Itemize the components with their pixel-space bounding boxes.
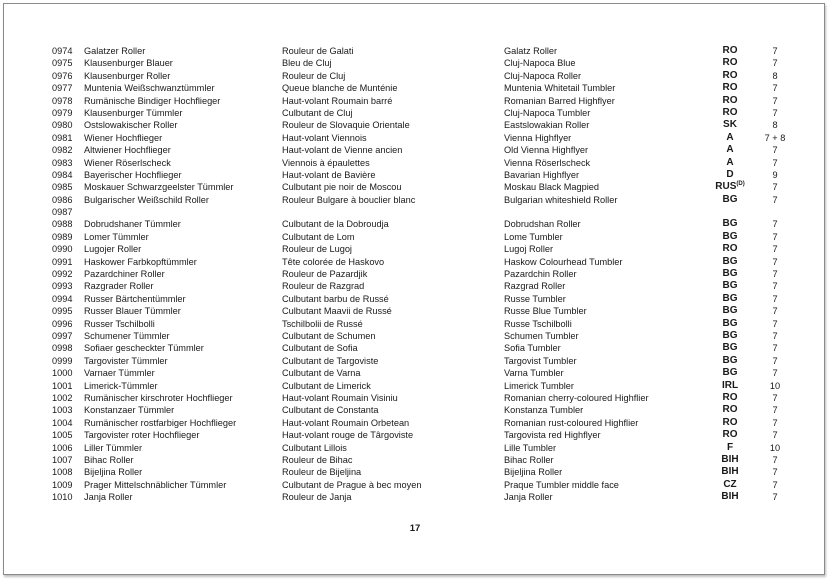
german-name: Moskauer Schwarzgeelster Tümmler [84,182,234,193]
english-name: Bavarian Highflyer [504,169,580,180]
country-code-text: BG [722,255,738,267]
country-code-text: RO [722,404,738,416]
breed-number: 0985 [52,182,73,193]
country-code-text: IRL [721,379,739,391]
english-name: Sofia Tumbler [504,343,561,354]
table-row [52,194,792,206]
french-name: Rouleur de Cluj [282,70,346,81]
breed-number: 1002 [52,392,73,403]
table-row [52,305,792,317]
table-row [52,132,792,144]
country-code [702,268,758,280]
german-name: Konstanzaer Tümmler [84,405,175,416]
group-number: 7 [772,405,778,416]
table-row [52,95,792,107]
group-number: 10 [769,380,781,391]
group-number: 7 [772,58,778,69]
french-name: Haut-volant de Bavière [282,169,376,180]
table-row [52,417,792,429]
table-row [52,479,792,491]
country-code [702,293,758,305]
country-code-text: RO [722,82,738,94]
breed-number: 0976 [52,70,73,81]
table-row [52,342,792,354]
country-code-text: BG [722,193,738,205]
french-name: Culbutant de Constanta [282,405,379,416]
german-name: Schumener Tümmler [84,330,170,341]
breed-number: 1006 [52,442,73,453]
page-number: 17 [409,523,421,534]
country-code [702,404,758,416]
country-code-text: BG [722,218,738,230]
country-code-text: BIH [721,491,739,503]
breed-number: 0999 [52,355,73,366]
french-name: Culbutant pie noir de Moscou [282,182,402,193]
french-name: Rouleur de Galati [282,46,354,56]
breed-number: 1001 [52,380,73,391]
breed-number: 1003 [52,405,73,416]
country-code [702,442,758,454]
table-row [52,355,792,367]
table-row [52,181,792,193]
english-name: Konstanza Tumbler [504,405,584,416]
english-name: Romanian rust-coloured Highflier [504,417,639,428]
english-name [504,206,702,218]
country-code-text: CZ [723,478,737,490]
country-code-text: BG [722,329,738,341]
country-code [702,194,758,206]
country-code [702,57,758,69]
breed-number: 0992 [52,269,73,280]
english-name: Targovista red Highflyer [504,430,601,441]
table-row [52,157,792,169]
breed-number: 0986 [52,194,73,205]
german-name: Klausenburger Roller [84,70,171,81]
group-number: 7 [772,392,778,403]
german-name: Lugojer Roller [84,244,142,255]
group-number: 7 [772,318,778,329]
group-number: 7 [772,306,778,317]
country-code [702,95,758,107]
country-code [702,466,758,478]
french-name: Culbutant de Sofia [282,343,358,354]
country-code [702,305,758,317]
country-code-text: RO [722,94,738,106]
french-name: Rouleur Bulgare à bouclier blanc [282,194,416,205]
german-name: Janja Roller [84,492,133,503]
german-name: Liller Tümmler [84,442,143,453]
breed-number: 0994 [52,293,73,304]
english-name: Vienna Röserlscheck [504,157,591,168]
table-row [52,119,792,131]
table-row [52,144,792,156]
table-row [52,293,792,305]
table-row [52,404,792,416]
country-code [702,417,758,429]
country-code [702,355,758,367]
french-name: Rouleur de Slovaquie Orientale [282,120,410,131]
country-code-text: BG [722,367,738,379]
german-name: Galatzer Roller [84,46,146,56]
table-row [52,70,792,82]
group-number: 7 [772,417,778,428]
english-name: Muntenia Whitetail Tumbler [504,83,616,94]
breed-number: 0981 [52,132,73,143]
breed-number: 0974 [52,46,73,56]
german-name: Russer Tschilbolli [84,318,155,329]
french-name: Viennois à épaulettes [282,157,370,168]
country-code [702,454,758,466]
french-name: Culbutant de Prague à bec moyen [282,479,422,490]
french-name: Rouleur de Lugoj [282,244,352,255]
german-name: Rumänischer kirschroter Hochflieger [84,392,233,403]
group-number: 7 [772,368,778,379]
country-code-text: BG [722,230,738,242]
table-row [52,380,792,392]
breed-number: 0975 [52,58,73,69]
country-code-text: RO [722,391,738,403]
breed-number: 0979 [52,107,73,118]
english-name: Praque Tumbler middle face [504,479,619,490]
german-name: Wiener Röserlscheck [84,157,171,168]
country-code-text: BG [722,342,738,354]
group-number: 7 [772,145,778,156]
country-code [702,367,758,379]
country-code [702,119,758,131]
country-code [702,82,758,94]
country-code-text: A [726,156,734,168]
group-number: 7 [772,244,778,255]
country-code-text: RO [722,429,738,441]
english-name: Targovist Tumbler [504,355,577,366]
group-number: 7 [772,454,778,465]
country-code-text: BG [722,317,738,329]
group-number: 7 [772,157,778,168]
french-name: Queue blanche de Munténie [282,83,398,94]
english-name: Haskow Colourhead Tumbler [504,256,623,267]
english-name: Limerick Tumbler [504,380,574,391]
country-code-text: BIH [721,466,739,478]
country-code [702,243,758,255]
german-name: Rumänischer rostfarbiger Hochflieger [84,417,237,428]
table-row [52,280,792,292]
group-number: 7 [772,83,778,94]
french-name: Rouleur de Bihac [282,454,353,465]
country-footnote: (D) [736,181,745,188]
table-row [52,367,792,379]
german-name: Muntenia Weißschwanztümmler [84,83,215,94]
country-code [702,380,758,392]
french-name: Haut-volant de Vienne ancien [282,145,403,156]
english-name: Cluj-Napoca Roller [504,70,582,81]
german-name: Wiener Hochflieger [84,132,163,143]
table-row [52,231,792,243]
country-code [702,70,758,82]
group-number: 7 [772,430,778,441]
group-number: 7 [772,269,778,280]
german-name: Bayerischer Hochflieger [84,169,182,180]
country-code [702,231,758,243]
table-row [52,442,792,454]
table-row [52,491,792,503]
french-name: Culbutant de Varna [282,368,361,379]
country-code [702,280,758,292]
table-row [52,206,792,218]
group-number: 9 [772,169,778,180]
table-row [52,268,792,280]
breed-number: 1009 [52,479,73,490]
country-code [702,132,758,144]
english-name: Galatz Roller [504,46,558,56]
table-row [52,318,792,330]
german-name: Altwiener Hochflieger [84,145,171,156]
country-code [702,256,758,268]
country-code-text: BIH [721,453,739,465]
breed-number: 1004 [52,417,73,428]
german-name: Klausenburger Tümmler [84,107,183,118]
breed-number: 1007 [52,454,73,465]
country-code [702,330,758,342]
breed-number: 0988 [52,219,73,230]
english-name: Dobrudshan Roller [504,219,581,230]
german-name [84,206,282,218]
german-name: Bulgarischer Weißschild Roller [84,194,209,205]
breed-number: 0987 [52,207,73,218]
english-name: Romanian cherry-coloured Highflier [504,392,649,403]
country-code [702,206,758,218]
french-name: Culbutant de Schumen [282,330,376,341]
breed-number: 0984 [52,169,73,180]
group-number: 7 + 8 [764,132,786,143]
german-name: Targovister roter Hochflieger [84,430,200,441]
french-name: Haut-volant Roumain barré [282,95,393,106]
table-row [52,256,792,268]
german-name: Sofiaer gescheckter Tümmler [84,343,204,354]
french-name: Tschilbolii de Russé [282,318,363,329]
table-row [52,107,792,119]
country-code-text: SK [723,119,737,131]
english-name: Bihac Roller [504,454,554,465]
french-name: Haut-volant Roumain Orbetean [282,417,410,428]
group-number: 7 [772,343,778,354]
german-name: Haskower Farbkopftümmler [84,256,197,267]
country-code [702,107,758,119]
country-code [702,45,758,57]
table-row [52,218,792,230]
french-name: Rouleur de Janja [282,492,352,503]
country-code-text: RO [722,57,738,69]
german-name: Pazardchiner Roller [84,269,165,280]
country-code [702,144,758,156]
english-name: Russe Tschilbolli [504,318,572,329]
country-code [702,342,758,354]
group-number: 7 [772,194,778,205]
group-number: 7 [772,492,778,503]
breed-number: 1010 [52,492,73,503]
group-number: 8 [772,120,778,131]
country-code-text: RO [722,45,738,56]
english-name: Pazardchin Roller [504,269,577,280]
country-code-text: BG [722,268,738,280]
breed-number: 1000 [52,368,73,379]
breed-number: 0998 [52,343,73,354]
group-number: 7 [772,467,778,478]
english-name: Janja Roller [504,492,553,503]
english-name: Lille Tumbler [504,442,557,453]
english-name: Lome Tumbler [504,231,563,242]
table-row [52,57,792,69]
french-name: Culbutant barbu de Russé [282,293,389,304]
german-name: Prager Mittelschnäblicher Tümmler [84,479,227,490]
english-name: Vienna Highflyer [504,132,572,143]
french-name: Haut-volant Viennois [282,132,367,143]
country-code [702,318,758,330]
french-name: Culbutant de Cluj [282,107,353,118]
french-name: Culbutant Lillois [282,442,347,453]
breed-number: 0978 [52,95,73,106]
country-code-text: A [726,131,734,143]
french-name: Bleu de Cluj [282,58,332,69]
table-row [52,429,792,441]
english-name: Russe Tumbler [504,293,566,304]
table-row [52,330,792,342]
table-row [52,45,792,57]
breed-number: 0991 [52,256,73,267]
breed-number: 0983 [52,157,73,168]
country-code-text: A [726,144,734,156]
table-row [52,169,792,181]
english-name: Bulgarian whiteshield Roller [504,194,618,205]
group-number: 7 [772,330,778,341]
country-code [702,181,758,193]
breed-number: 0980 [52,120,73,131]
group-number: 10 [769,442,781,453]
german-name: Limerick-Tümmler [84,380,158,391]
breed-number: 0993 [52,281,73,292]
country-code [702,479,758,491]
breed-number: 0977 [52,83,73,94]
german-name: Bihac Roller [84,454,134,465]
german-name: Varnaer Tümmler [84,368,155,379]
country-code-text: BG [722,354,738,366]
english-name: Moskau Black Magpied [504,182,599,193]
country-code [702,392,758,404]
breed-number: 0995 [52,306,73,317]
group-number: 7 [772,182,778,193]
french-name: Rouleur de Pazardjik [282,269,368,280]
country-code-text: RO [722,106,738,118]
english-name: Russe Blue Tumbler [504,306,587,317]
breed-number: 0989 [52,231,73,242]
french-name: Rouleur de Bijeljina [282,467,362,478]
french-name: Culbutant Maavii de Russé [282,306,392,317]
german-name: Russer Blauer Tümmler [84,306,181,317]
german-name: Klausenburger Blauer [84,58,173,69]
english-name: Bijeljina Roller [504,467,563,478]
group-number: 7 [772,256,778,267]
french-name [282,206,504,218]
group-number [758,206,792,218]
french-name: Culbutant de Targoviste [282,355,379,366]
table-row [52,466,792,478]
french-name: Rouleur de Razgrad [282,281,365,292]
german-name: Targovister Tümmler [84,355,168,366]
breed-number: 1008 [52,467,73,478]
country-code [702,157,758,169]
country-code-text: BG [722,292,738,304]
french-name: Haut-volant Roumain Visiniu [282,392,398,403]
country-code-text: RO [722,69,738,81]
group-number: 7 [772,107,778,118]
german-name: Rumänische Bindiger Hochflieger [84,95,221,106]
table-row [52,82,792,94]
german-name: Russer Bärtchentümmler [84,293,186,304]
group-number: 7 [772,293,778,304]
english-name: Razgrad Roller [504,281,566,292]
country-code [702,429,758,441]
table-row [52,243,792,255]
country-code-text: BG [722,280,738,292]
german-name: Lomer Tümmler [84,231,149,242]
german-name: Dobrudshaner Tümmler [84,219,181,230]
french-name: Culbutant de Limerick [282,380,371,391]
german-name: Razgrader Roller [84,281,154,292]
country-code-text: RO [722,416,738,428]
country-code [702,218,758,230]
french-name: Culbutant de la Dobroudja [282,219,389,230]
country-code-text: BG [722,305,738,317]
group-number: 7 [772,95,778,106]
country-code [702,491,758,503]
german-name: Ostslowakischer Roller [84,120,178,131]
group-number: 7 [772,231,778,242]
english-name: Romanian Barred Highflyer [504,95,615,106]
group-number: 7 [772,479,778,490]
french-name: Haut-volant rouge de Târgoviste [282,430,414,441]
group-number: 8 [772,70,778,81]
french-name: Culbutant de Lom [282,231,355,242]
breed-number: 0982 [52,145,73,156]
breed-number: 1005 [52,430,73,441]
german-name: Bijeljina Roller [84,467,143,478]
country-code-text: D [726,168,734,180]
english-name: Old Vienna Highflyer [504,145,589,156]
breed-number: 0996 [52,318,73,329]
country-code-text: RO [722,243,738,255]
english-name: Lugoj Roller [504,244,554,255]
group-number: 7 [772,219,778,230]
country-code-text: RUS [715,181,737,193]
english-name: Eastslowakian Roller [504,120,590,131]
english-name: Cluj-Napoca Tumbler [504,107,591,118]
english-name: Schumen Tumbler [504,330,579,341]
country-code-text: F [726,441,734,453]
french-name: Tête colorée de Haskovo [282,256,385,267]
breed-number: 0997 [52,330,73,341]
table-row [52,454,792,466]
country-code [702,169,758,181]
english-name: Varna Tumbler [504,368,564,379]
english-name: Cluj-Napoca Blue [504,58,576,69]
group-number: 7 [772,46,778,56]
table-row [52,392,792,404]
group-number: 7 [772,355,778,366]
group-number: 7 [772,281,778,292]
breed-table [52,45,792,503]
breed-number: 0990 [52,244,73,255]
